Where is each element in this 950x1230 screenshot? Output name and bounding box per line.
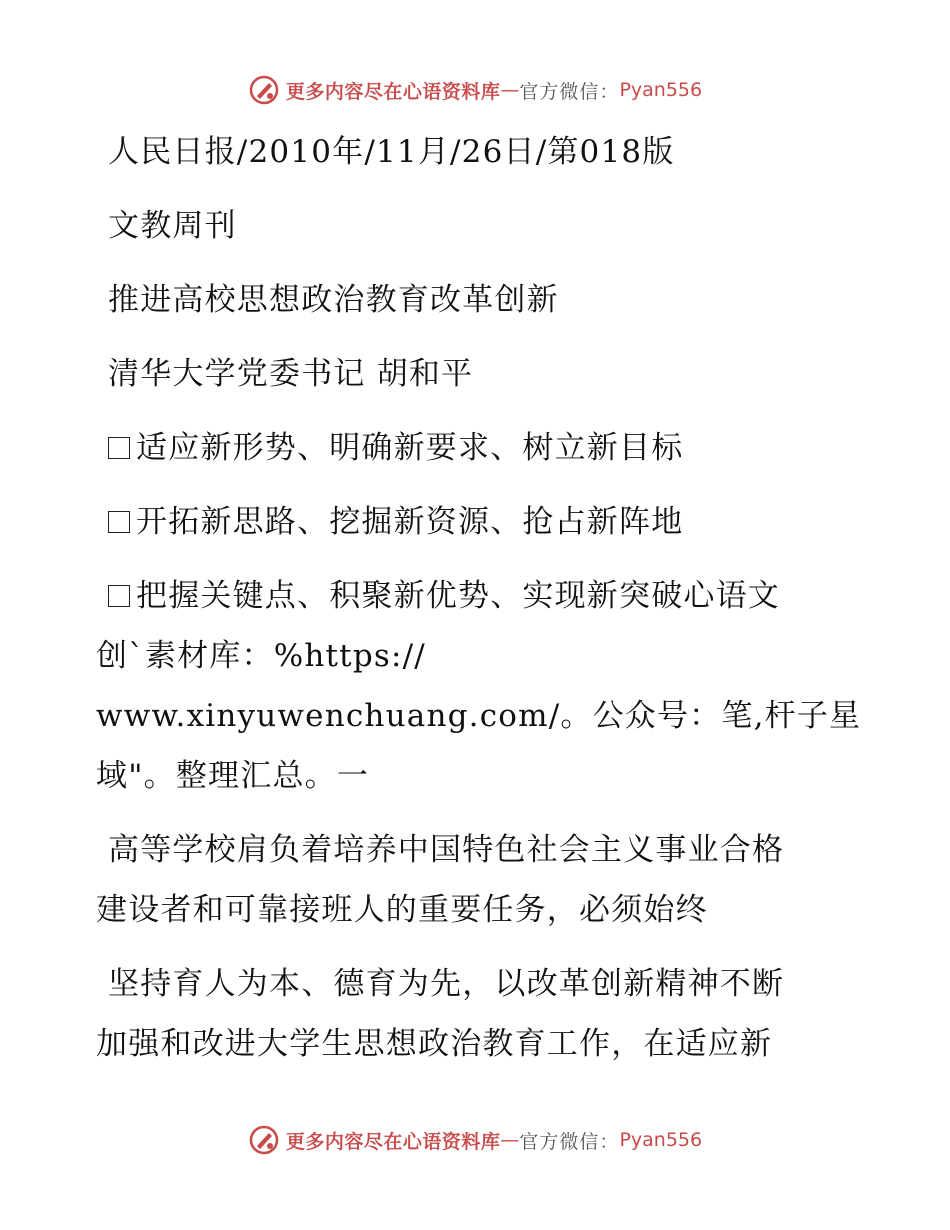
inserted-notice-line: 创`素材库：%https:// — [96, 638, 426, 674]
key-point-item — [96, 418, 836, 478]
article-author: 清华大学党委书记 胡和平 — [108, 356, 474, 392]
checkbox-square-icon — [108, 585, 130, 607]
key-point-text: 适应新形势、明确新要求、树立新目标 — [136, 430, 684, 466]
key-point-item — [96, 566, 836, 626]
paragraph-line: 坚持育人为本、德育为先，以改革创新精神不断 — [108, 966, 785, 1002]
watermark-wechat-label: 官方微信： — [519, 80, 620, 103]
paragraph-line: 建设者和可靠接班人的重要任务，必须始终 — [96, 892, 708, 928]
article-body — [96, 122, 862, 1074]
watermark-site-name: 更多内容尽在心语资料库 — [285, 80, 501, 103]
key-point-text: 把握关键点、积聚新优势、实现新突破心语文 — [136, 578, 780, 614]
article-title: 推进高校思想政治教育改革创新 — [108, 282, 559, 318]
watermark-separator: — — [500, 79, 520, 101]
key-point-text: 开拓新思路、挖掘新资源、抢占新阵地 — [136, 504, 684, 540]
page-footer-watermark — [0, 1122, 950, 1158]
paragraph-line: 加强和改进大学生思想政治教育工作，在适应新 — [96, 1026, 773, 1062]
checkbox-square-icon — [108, 511, 130, 533]
article-column: 文教周刊 — [108, 208, 237, 244]
watermark-separator: — — [500, 1129, 520, 1151]
watermark-wechat-label: 官方微信： — [519, 1130, 620, 1153]
article-source: 人民日报/2010年/11月/26日/第018版 — [108, 134, 675, 170]
inserted-notice-line: www.xinyuwenchuang.com/。公众号：笔,杆子星 — [96, 698, 862, 734]
checkbox-square-icon — [108, 437, 130, 459]
watermark-wechat-id: Pyan556 — [619, 79, 703, 101]
watermark-site-name: 更多内容尽在心语资料库 — [285, 1130, 501, 1153]
inserted-notice-line: 域"。整理汇总。一 — [96, 758, 370, 794]
brush-logo-icon — [248, 74, 280, 106]
paragraph-line: 高等学校肩负着培养中国特色社会主义事业合格 — [108, 832, 785, 868]
page-header-watermark — [0, 72, 950, 108]
watermark-wechat-id: Pyan556 — [619, 1129, 703, 1151]
key-point-item — [96, 492, 836, 552]
brush-logo-icon — [248, 1124, 280, 1156]
